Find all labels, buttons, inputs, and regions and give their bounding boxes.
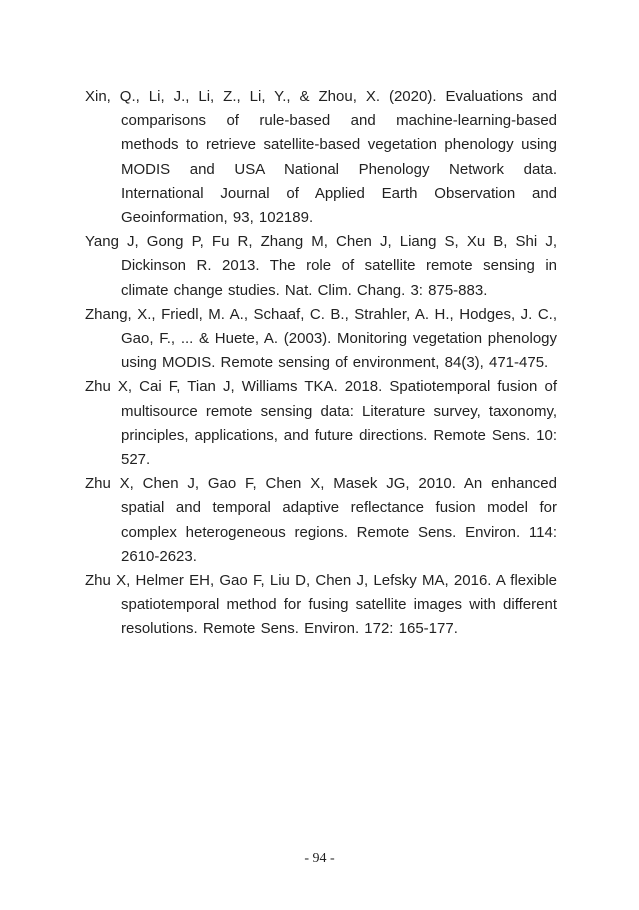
- reference-entry: Zhang, X., Friedl, M. A., Schaaf, C. B., Strahler, A. H., Hodges, J. C., Gao, F., ... & Huete, A. (2003). Monitoring vegetation phenology using MODIS. Remote sensing of environment, 84(3), 471-475.: [85, 305, 557, 372]
- reference-entry: Zhu X, Helmer EH, Gao F, Liu D, Chen J, Lefsky MA, 2016. A flexible spatiotemporal method for fusing satellite images with different resolutions. Remote Sens. Environ. 172: 165-177.: [85, 572, 557, 638]
- reference-entry: Zhu X, Cai F, Tian J, Williams TKA. 2018. Spatiotemporal fusion of multisource remote sensing data: Literature survey, taxonomy, principles, applications, and future directions. Remote Sens. 10: 527.: [85, 378, 557, 469]
- reference-entry: Xin, Q., Li, J., Li, Z., Li, Y., & Zhou, X. (2020). Evaluations and comparisons of rule-based and machine-learning-based methods to retrieve satellite-based vegetation phenology using MODIS and USA National Phenology Network data. International Journal of Applied Earth Observation and Geoinformation, 93, 102189.: [85, 88, 557, 227]
- reference-list: [85, 85, 557, 642]
- reference-entry: Yang J, Gong P, Fu R, Zhang M, Chen J, Liang S, Xu B, Shi J, Dickinson R. 2013. The role of satellite remote sensing in climate change studies. Nat. Clim. Chang. 3: 875-883.: [85, 233, 557, 299]
- reference-entry: Zhu X, Chen J, Gao F, Chen X, Masek JG, 2010. An enhanced spatial and temporal adaptive reflectance fusion model for complex heterogeneous regions. Remote Sens. Environ. 114: 2610-2623.: [85, 475, 557, 565]
- page-number: - 94 -: [304, 851, 335, 866]
